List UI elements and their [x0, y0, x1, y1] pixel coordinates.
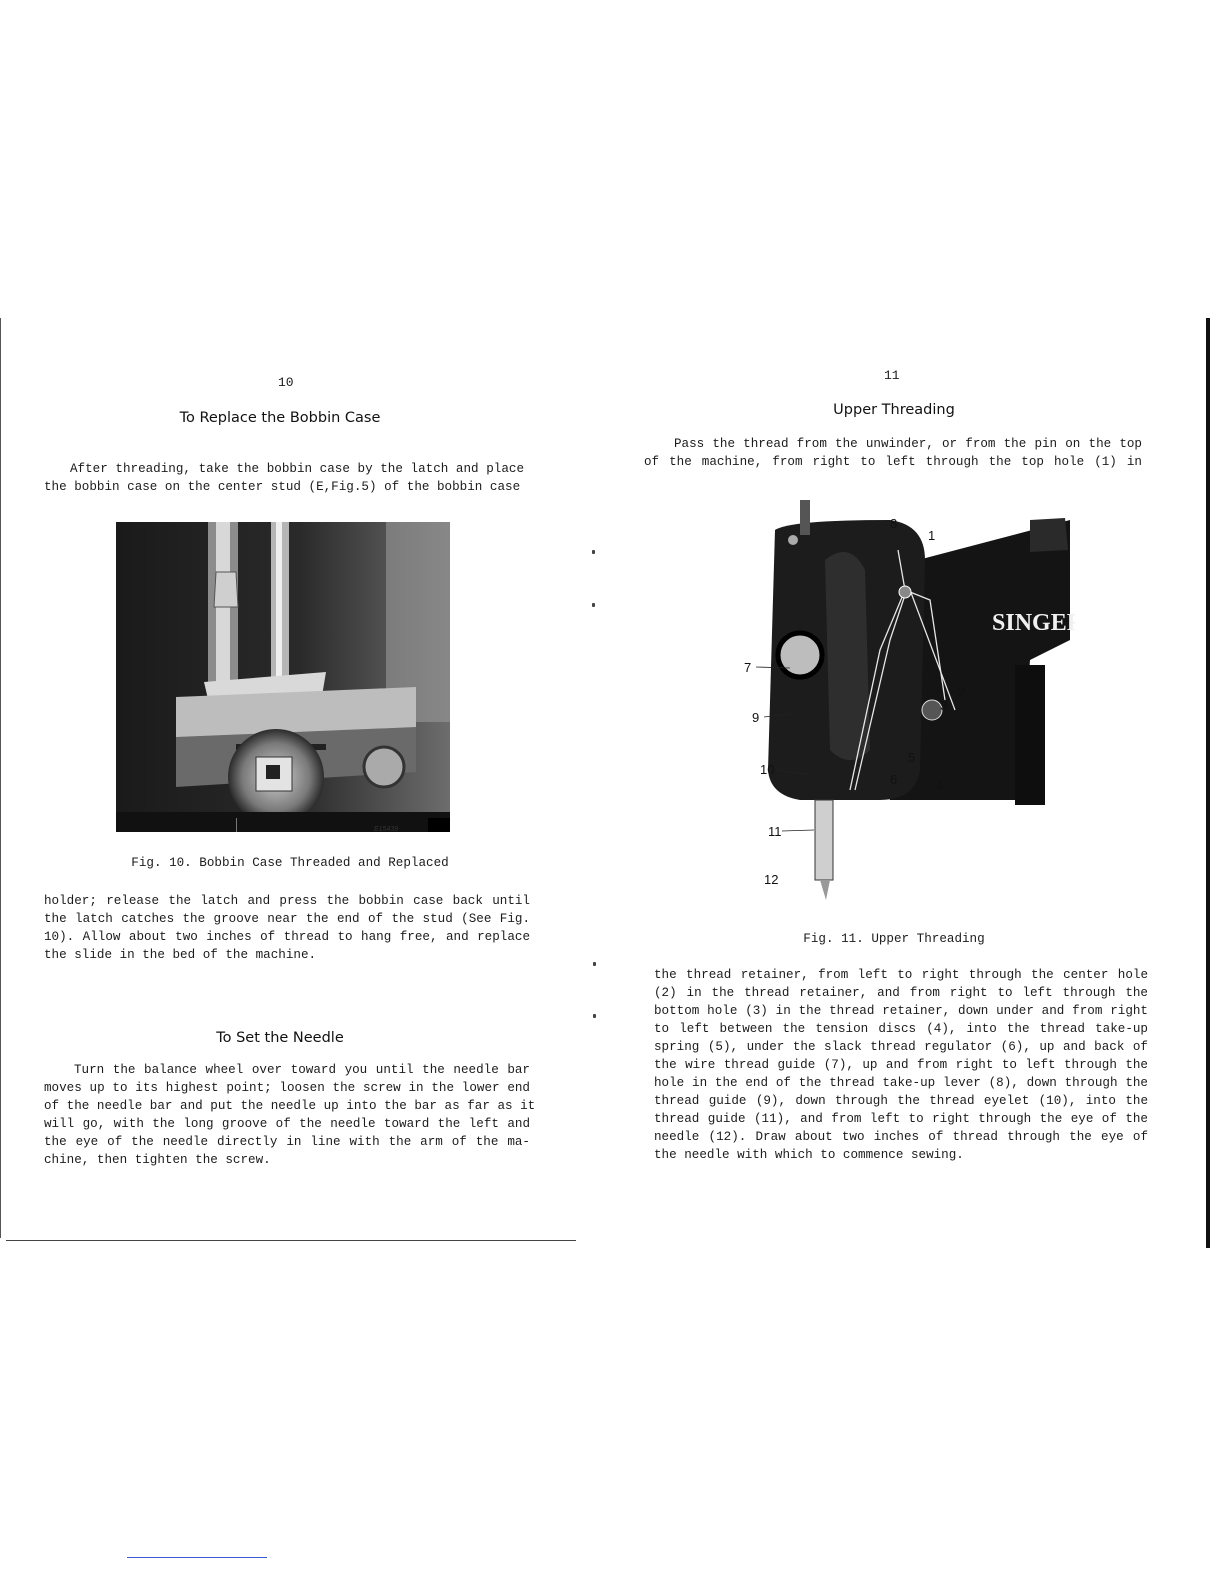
callout-7: 7: [744, 660, 752, 675]
callout-1: 1: [928, 528, 936, 543]
section-title-upper-threading: Upper Threading: [833, 402, 955, 418]
paragraph-bobbin-continued: [44, 892, 530, 964]
text-line: 10). Allow about two inches of thread to hang free, and replace: [44, 930, 530, 944]
sewing-machine-head: [730, 500, 1075, 910]
gutter-mark: [593, 962, 596, 966]
callout-4: 4: [936, 778, 944, 793]
paragraph-upper-threading-continued: [654, 966, 1148, 1164]
callout-6: 6: [890, 772, 898, 787]
footer-underline: [127, 1557, 267, 1558]
callout-3: 3: [940, 698, 948, 713]
text-line: the eye of the needle directly in line with the arm of the ma-: [44, 1135, 530, 1149]
text-line: bottom hole (3) in the thread retainer, down under and from right: [654, 1004, 1148, 1018]
figure-11-illustration: [730, 500, 1075, 910]
text-line: thread guide (9), down through the thread eyelet (10), into the: [654, 1094, 1148, 1108]
figure-10-caption: Fig. 10. Bobbin Case Threaded and Replaced: [131, 856, 449, 870]
text-line: moves up to its highest point; loosen the screw in the lower end: [44, 1081, 530, 1095]
text-line: the slide in the bed of the machine.: [44, 948, 317, 962]
gutter-mark: [592, 550, 595, 554]
figure-11-caption: Fig. 11. Upper Threading: [803, 932, 985, 946]
text-line: thread guide (11), and from left to right through the eye of the: [654, 1112, 1148, 1126]
text-line: needle (12). Draw about two inches of thread through the eye of: [654, 1130, 1148, 1144]
right-page-edge: [1206, 318, 1210, 1248]
text-line: After threading, take the bobbin case by the latch and place: [70, 462, 524, 476]
figure-10-photo: [116, 522, 450, 832]
left-page-edge: [0, 318, 1, 1238]
text-line: the bobbin case on the center stud (E,Fig.5) of the bobbin case: [44, 480, 521, 494]
text-line: the needle with which to commence sewing.: [654, 1148, 964, 1162]
photo-code-label: E15439: [374, 826, 399, 832]
callout-8: 8: [890, 516, 898, 531]
text-line: spring (5), under the slack thread regulator (6), up and back of: [654, 1040, 1148, 1054]
text-line: Turn the balance wheel over toward you until the needle bar: [74, 1063, 530, 1077]
text-line: the thread retainer, from left to right through the center hole: [654, 968, 1148, 982]
section-title-replace-bobbin-case: To Replace the Bobbin Case: [179, 410, 381, 426]
callout-9: 9: [752, 710, 760, 725]
paragraph-set-needle: [44, 1061, 536, 1169]
paragraph-bobbin-intro: [44, 460, 524, 496]
callout-11: 11: [768, 824, 782, 839]
text-line: the latch catches the groove near the end of the stud (See Fig.: [44, 912, 530, 926]
singer-logo: SINGER: [992, 610, 1075, 636]
gutter-mark: [592, 603, 595, 607]
text-line: to left between the tension discs (4), into the thread take-up: [654, 1022, 1148, 1036]
page-number-right: 11: [884, 368, 900, 383]
section-title-set-needle: To Set the Needle: [216, 1030, 344, 1046]
text-line: (2) in the thread retainer, and from right to left through the: [654, 986, 1148, 1000]
text-line: will go, with the long groove of the needle toward the left and: [44, 1117, 530, 1131]
text-line: chine, then tighten the screw.: [44, 1153, 271, 1167]
text-line: of the machine, from right to left through the top hole (1) in: [644, 455, 1142, 469]
text-line: holder; release the latch and press the bobbin case back until: [44, 894, 530, 908]
callout-10: 10: [760, 762, 775, 777]
gutter-mark: [593, 1014, 596, 1018]
callout-2: 2: [958, 684, 966, 699]
bobbin-case-photo: [116, 522, 450, 832]
page-number-left: 10: [278, 375, 294, 390]
callout-5: 5: [908, 750, 916, 765]
callout-12: 12: [764, 872, 779, 887]
text-line: hole in the end of the thread take-up lever (8), down through the: [654, 1076, 1148, 1090]
text-line: the wire thread guide (7), up and from right to left through the: [654, 1058, 1148, 1072]
text-line: of the needle bar and put the needle up into the bar as far as it: [44, 1099, 536, 1113]
paragraph-upper-threading-intro: [644, 435, 1142, 471]
text-line: Pass the thread from the unwinder, or from the pin on the top: [674, 437, 1142, 451]
bottom-rule: [6, 1240, 576, 1241]
